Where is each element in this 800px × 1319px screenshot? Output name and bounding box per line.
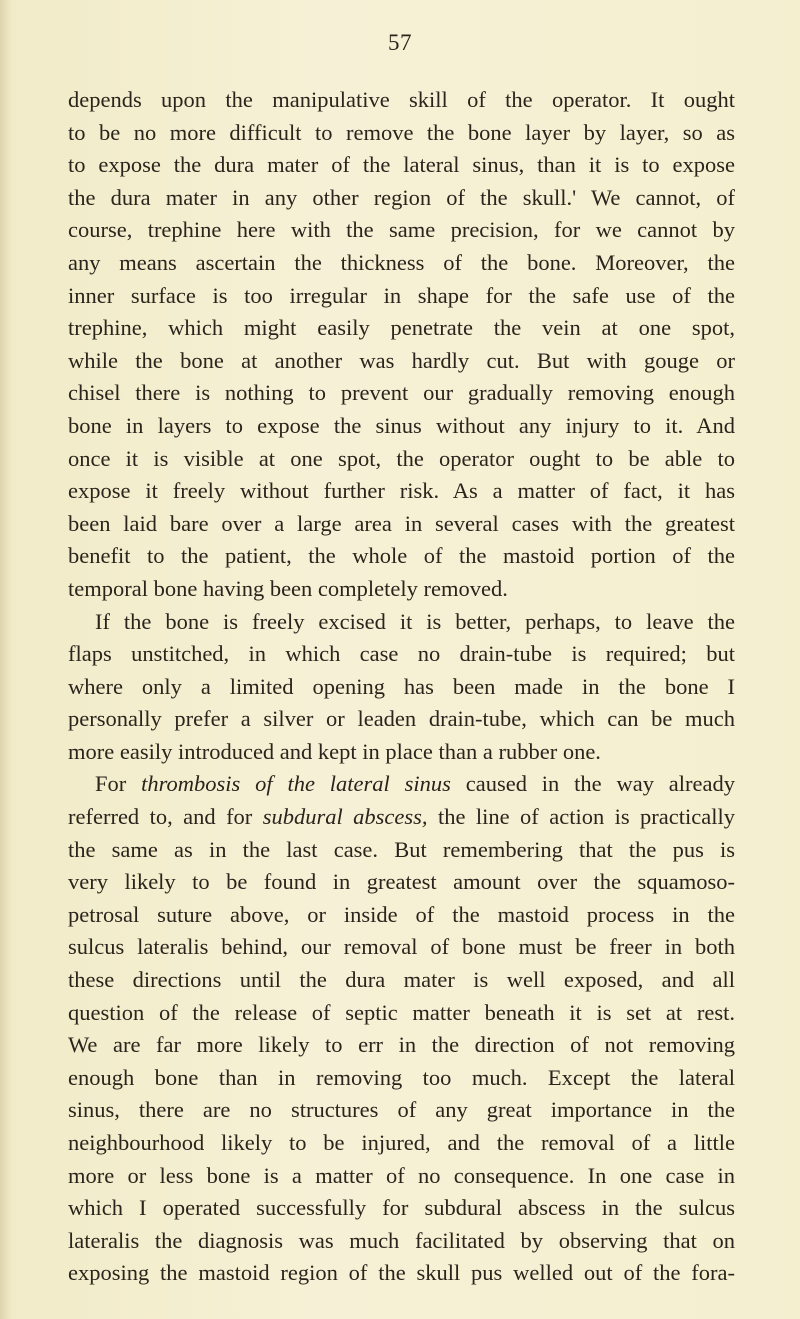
text-line: very likely to be found in greatest amount over the squamoso-	[68, 869, 735, 895]
text-line: been laid bare over a large area in several cases with the greatest	[68, 510, 735, 536]
text-line: to expose the dura mater of the lateral sinus, than it is to expose	[68, 152, 735, 178]
italic-term: thrombosis of the lateral sinus	[141, 771, 451, 797]
text-line: the same as in the last case. But remembering that the pus is	[68, 836, 735, 862]
text-line: benefit to the patient, the whole of the mastoid portion of the	[68, 543, 735, 569]
text-line: If the bone is freely excised it is better, perhaps, to leave the	[95, 608, 735, 634]
text-segment: referred to, and for	[68, 804, 263, 830]
text-line: sulcus lateralis behind, our removal of bone must be freer in both	[68, 934, 735, 960]
text-line: these directions until the dura mater is well exposed, and all	[68, 967, 735, 993]
text-segment: the line of action is practically	[427, 804, 735, 830]
text-line: expose it freely without further risk. As a matter of fact, it has	[68, 478, 735, 504]
text-line: neighbourhood likely to be injured, and the removal of a little	[68, 1130, 735, 1155]
text-line: more easily introduced and kept in place than a rubber one.	[68, 738, 601, 764]
page-edge-shadow	[0, 0, 12, 1319]
text-line: once it is visible at one spot, the operator ought to be able to	[68, 445, 735, 471]
text-line: trephine, which might easily penetrate the vein at one spot,	[68, 315, 735, 341]
text-line: where only a limited opening has been made in the bone I	[68, 673, 735, 699]
page-number: 57	[388, 30, 412, 55]
text-line: more or less bone is a matter of no consequence. In one case in	[68, 1162, 735, 1188]
text-line: inner surface is too irregular in shape for the safe use of the	[68, 282, 735, 308]
text-line-mixed	[68, 768, 735, 801]
text-line: which I operated successfully for subdural abscess in the sulcus	[68, 1195, 735, 1221]
text-line: temporal bone having been completely removed.	[68, 575, 508, 601]
text-line: to be no more difficult to remove the bone layer by layer, so as	[68, 119, 735, 145]
text-line: flaps unstitched, in which case no drain-tube is required; but	[68, 641, 735, 667]
text-line: while the bone at another was hardly cut. But with gouge or	[68, 347, 735, 373]
text-line: course, trephine here with the same precision, for we cannot by	[68, 217, 735, 243]
text-line: any means ascertain the thickness of the bone. Moreover, the	[68, 249, 735, 275]
text-line: We are far more likely to err in the direction of not removing	[68, 1032, 735, 1058]
body-text	[68, 84, 735, 1290]
text-line: enough bone than in removing too much. Except the lateral	[68, 1064, 735, 1090]
italic-term: subdural abscess,	[262, 804, 428, 830]
text-segment: For	[95, 771, 142, 797]
text-line: lateralis the diagnosis was much facilitated by observing that on	[68, 1227, 735, 1253]
text-line: the dura mater in any other region of the skull.' We cannot, of	[68, 184, 735, 210]
text-line: exposing the mastoid region of the skull pus welled out of the fora-	[68, 1260, 735, 1286]
text-line: depends upon the manipulative skill of the operator. It ought	[68, 87, 735, 112]
text-line: chisel there is nothing to prevent our gradually removing enough	[68, 380, 735, 406]
text-line: petrosal suture above, or inside of the mastoid process in the	[68, 901, 735, 927]
text-line: question of the release of septic matter beneath it is set at rest.	[68, 999, 735, 1025]
text-line: bone in layers to expose the sinus without any injury to it. And	[68, 412, 735, 438]
text-line-mixed	[68, 801, 735, 834]
text-line: personally prefer a silver or leaden drain-tube, which can be much	[68, 706, 735, 732]
text-line: sinus, there are no structures of any great importance in the	[68, 1097, 735, 1123]
text-segment: caused in the way already	[450, 771, 735, 797]
